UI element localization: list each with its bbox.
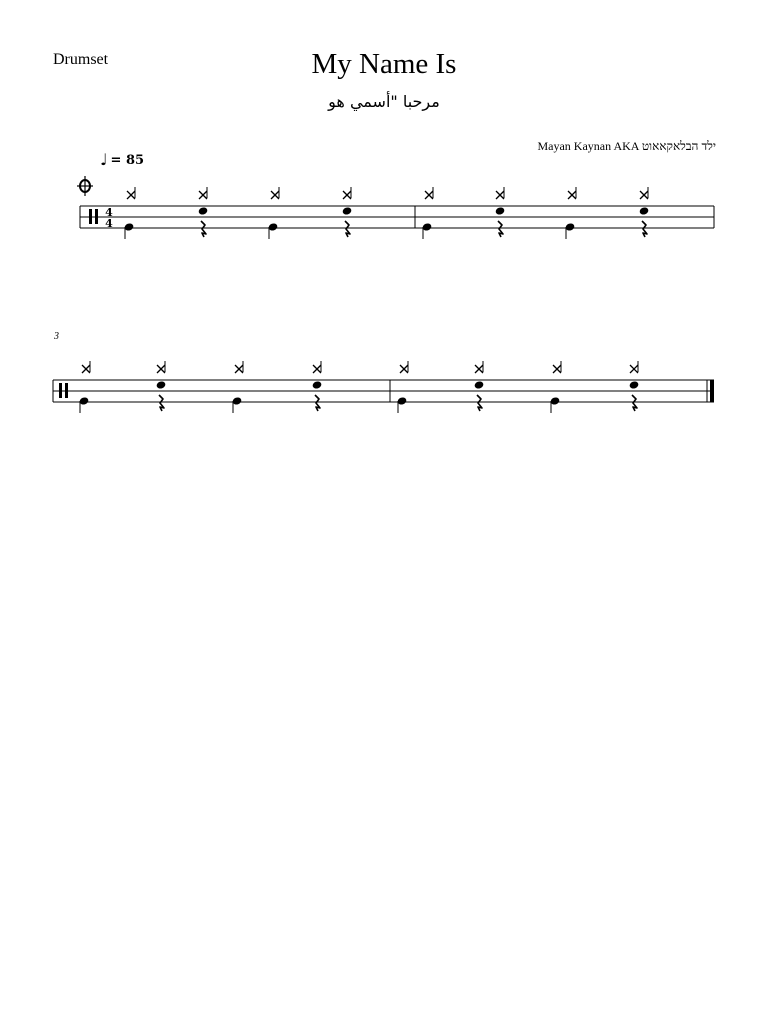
quarter-rest — [477, 395, 482, 411]
hihat-note — [313, 361, 321, 373]
snare-note — [156, 380, 167, 389]
quarter-rest — [498, 221, 503, 237]
snare-note — [312, 380, 323, 389]
system-2-percussion-clef — [59, 383, 68, 398]
quarter-rest — [642, 221, 647, 237]
quarter-rest — [632, 395, 637, 411]
system-2-staff — [53, 380, 714, 402]
hihat-note — [640, 187, 648, 199]
instrument-name: Drumset — [53, 51, 109, 68]
hihat-note — [568, 187, 576, 199]
hihat-note — [553, 361, 561, 373]
system-1-staff — [80, 206, 714, 228]
hihat-note — [82, 361, 90, 373]
measure-number: 3 — [54, 331, 59, 342]
hihat-note — [425, 187, 433, 199]
quarter-rest — [159, 395, 164, 411]
system-1-percussion-clef — [89, 209, 98, 224]
hihat-note — [475, 361, 483, 373]
hihat-note — [400, 361, 408, 373]
hihat-note — [157, 361, 165, 373]
quarter-rest — [201, 221, 206, 237]
hihat-note — [199, 187, 207, 199]
snare-note — [342, 206, 353, 215]
hihat-note — [496, 187, 504, 199]
system-2-notes — [79, 361, 640, 413]
hihat-note — [235, 361, 243, 373]
snare-note — [495, 206, 506, 215]
snare-note — [198, 206, 209, 215]
system-1-notes — [124, 187, 650, 239]
score-subtitle: مرحبا "أسمي هو — [328, 92, 440, 111]
hihat-note — [127, 187, 135, 199]
snare-note — [629, 380, 640, 389]
snare-note — [474, 380, 485, 389]
snare-note — [639, 206, 650, 215]
tempo-value: = 85 — [110, 153, 145, 168]
hihat-note — [271, 187, 279, 199]
quarter-rest — [345, 221, 350, 237]
coda-icon — [77, 176, 93, 196]
composer-credit: Mayan Kaynan AKA ילד הבלאקאאוט — [537, 139, 716, 153]
quarter-rest — [315, 395, 320, 411]
hihat-note — [343, 187, 351, 199]
time-signature — [105, 206, 113, 230]
hihat-note — [630, 361, 638, 373]
score-title: My Name Is — [311, 48, 457, 80]
time-signature-denominator: 4 — [105, 217, 113, 230]
time-signature-numerator: 4 — [105, 206, 113, 219]
quarter-note-icon: ♩ — [100, 150, 108, 169]
